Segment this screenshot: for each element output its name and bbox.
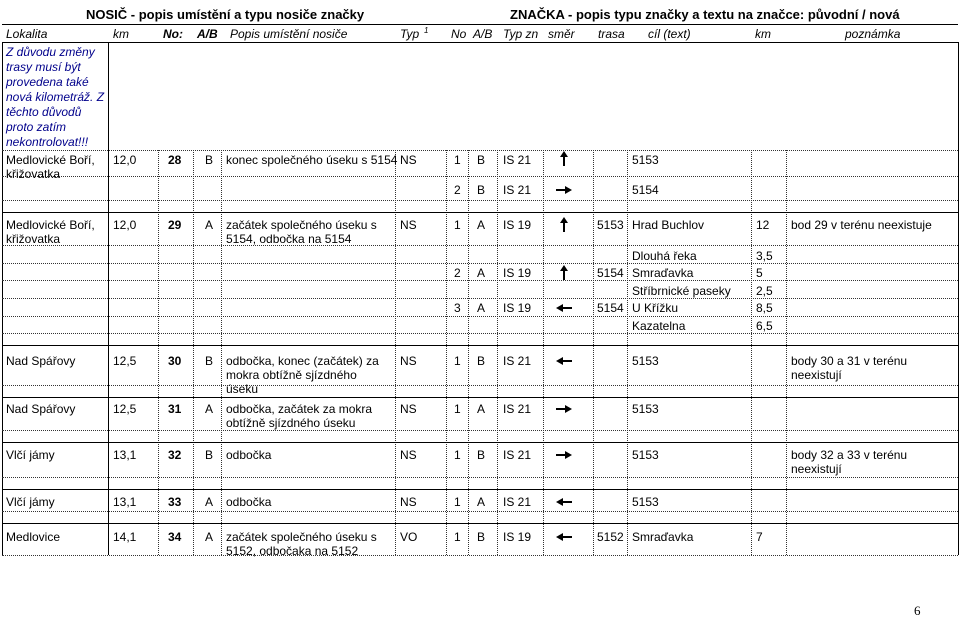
row28-typ: NS [400, 153, 417, 167]
row31-lokalita: Nad Spářovy [6, 402, 76, 416]
row33-sign1-trasa: 5153 [632, 495, 659, 509]
arrow-left-icon [555, 531, 573, 543]
row28-no: 28 [168, 153, 182, 167]
grid-line [193, 150, 194, 555]
row30-sign1-ab: B [477, 354, 486, 368]
grid-line [2, 280, 958, 281]
row34-sign1-trasa: 5152 [597, 530, 624, 544]
divider [2, 42, 958, 43]
row30-lokalita: Nad Spářovy [6, 354, 76, 368]
grid-line [468, 150, 469, 555]
row28-sign2-ab: B [477, 183, 486, 197]
row29-sign1-ab: A [477, 218, 486, 232]
col-header-km: km [113, 27, 129, 41]
row33-ab: A [205, 495, 214, 509]
row30-sign1-typ: IS 21 [503, 354, 532, 368]
grid-line [751, 150, 752, 555]
grid-line [593, 150, 594, 555]
row31-sign1-ab: A [477, 402, 486, 416]
row30-poznamka: body 30 a 31 v terénu neexistují [791, 354, 908, 382]
row29-sign3-typ: IS 19 [503, 301, 532, 315]
grid-line [2, 298, 958, 299]
row31-km: 12,5 [113, 402, 137, 416]
header-left-title: NOSIČ - popis umístění a typu nosiče značky [86, 7, 365, 22]
row33-sign1-typ: IS 21 [503, 495, 532, 509]
grid-line [627, 150, 628, 555]
row31-ab: A [205, 402, 214, 416]
arrow-left-icon [555, 496, 573, 508]
arrow-up-icon [558, 265, 570, 281]
row29-sign2-typ: IS 19 [503, 266, 532, 280]
row33-lokalita: Vlčí jámy [6, 495, 55, 509]
warning-note: Z důvodu změny trasy musí být provedena také nová kilometráž. Z těchto důvodů proto zatím nekontrolovat!!! [6, 45, 105, 149]
row32-no: 32 [168, 448, 182, 462]
row31-sign1-no: 1 [454, 402, 461, 416]
grid-line [395, 150, 396, 555]
row29-sign3-ab: A [477, 301, 486, 315]
row29-sign2-trasa: 5154 [597, 266, 624, 280]
col-header-lokalita: Lokalita [6, 27, 48, 41]
row29-no: 29 [168, 218, 182, 232]
row29-sign3-trasa: 5154 [597, 301, 624, 315]
arrow-right-icon [555, 184, 573, 196]
row29-lokalita: Medlovické Boří, křižovatka [6, 218, 95, 246]
grid-line [2, 385, 958, 386]
col-header-cil: cíl (text) [648, 27, 691, 41]
grid-line [2, 316, 958, 317]
row29-dest4-cil: Stříbrnické paseky [632, 284, 731, 298]
row28-sign1-ab: B [477, 153, 486, 167]
row30-km: 12,5 [113, 354, 137, 368]
divider [2, 345, 958, 346]
row34-no: 34 [168, 530, 182, 544]
row29-dest6-cil: Kazatelna [632, 319, 686, 333]
grid-line [221, 150, 222, 555]
row34-typ: VO [400, 530, 418, 544]
row33-sign1-no: 1 [454, 495, 461, 509]
col-header-trasa: trasa [598, 27, 625, 41]
col-header-sign-ab: A/B [473, 27, 493, 41]
row32-ab: B [205, 448, 214, 462]
row34-ab: A [205, 530, 214, 544]
row29-sign3-no: 3 [454, 301, 461, 315]
row28-km: 12,0 [113, 153, 137, 167]
col-header-no: No: [163, 27, 183, 41]
arrow-right-icon [555, 403, 573, 415]
row32-lokalita: Vlčí jámy [6, 448, 55, 462]
row28-sign2-trasa: 5154 [632, 183, 659, 197]
row30-ab: B [205, 354, 214, 368]
grid-line [2, 176, 958, 177]
row28-sign2-typ: IS 21 [503, 183, 532, 197]
grid-line [2, 511, 958, 512]
grid-line [497, 150, 498, 555]
row29-sign1-cil: Hrad Buchlov [632, 218, 705, 232]
divider [2, 442, 958, 443]
arrow-up-icon [558, 151, 570, 167]
row29-ab: A [205, 218, 214, 232]
row30-typ: NS [400, 354, 417, 368]
page-number: 6 [914, 603, 921, 618]
row32-km: 13,1 [113, 448, 137, 462]
row30-no: 30 [168, 354, 182, 368]
header-right-title: ZNAČKA - popis typu značky a textu na značce: původní / nová [510, 7, 900, 22]
row28-sign2-no: 2 [454, 183, 461, 197]
row29-sign2-ab: A [477, 266, 486, 280]
row32-typ: NS [400, 448, 417, 462]
grid-line [2, 150, 958, 151]
row33-km: 13,1 [113, 495, 137, 509]
row30-popis: odbočka, konec (začátek) za mokra obtížně sjízdného úseku [226, 354, 379, 396]
row28-sign1-typ: IS 21 [503, 153, 532, 167]
row29-sign2-cil: Smraďavka [632, 266, 694, 280]
row28-ab: B [205, 153, 214, 167]
row33-popis: odbočka [226, 495, 272, 509]
row31-sign1-typ: IS 21 [503, 402, 532, 416]
divider [2, 397, 958, 398]
divider [2, 24, 958, 25]
row28-popis: konec společného úseku s 5154 [226, 153, 398, 167]
row29-sign1-km: 12 [756, 218, 770, 232]
arrow-left-icon [555, 355, 573, 367]
divider [2, 523, 958, 524]
col-header-sign-km: km [755, 27, 771, 41]
row29-sign3-cil: U Křížku [632, 301, 679, 315]
row34-sign1-typ: IS 19 [503, 530, 532, 544]
grid-line [2, 263, 958, 264]
grid-line [2, 555, 958, 556]
row29-typ: NS [400, 218, 417, 232]
row34-sign1-cil: Smraďavka [632, 530, 694, 544]
arrow-left-icon [555, 302, 573, 314]
row31-typ: NS [400, 402, 417, 416]
row29-sign2-no: 2 [454, 266, 461, 280]
row32-sign1-no: 1 [454, 448, 461, 462]
row33-sign1-ab: A [477, 495, 486, 509]
arrow-right-icon [555, 449, 573, 461]
row29-sign3-km: 8,5 [756, 301, 773, 315]
col-header-smer: směr [548, 27, 575, 41]
row34-km: 14,1 [113, 530, 137, 544]
row33-typ: NS [400, 495, 417, 509]
grid-line [158, 150, 159, 555]
col-header-footnote: 1 [424, 26, 429, 35]
row34-sign1-km: 7 [756, 530, 763, 544]
row32-popis: odbočka [226, 448, 272, 462]
row32-poznamka: body 32 a 33 v terénu neexistují [791, 448, 908, 476]
row28-sign1-trasa: 5153 [632, 153, 659, 167]
divider [2, 212, 958, 213]
col-header-poznamka: poznámka [845, 27, 901, 41]
col-header-typ-zn: Typ zn [503, 27, 539, 41]
row29-sign1-typ: IS 19 [503, 218, 532, 232]
arrow-up-icon [558, 217, 570, 233]
divider [2, 489, 958, 490]
row30-sign1-no: 1 [454, 354, 461, 368]
row31-popis: odbočka, začátek za mokra obtížně sjízdného úseku [226, 402, 373, 430]
row31-sign1-trasa: 5153 [632, 402, 659, 416]
row29-sign1-no: 1 [454, 218, 461, 232]
grid-line [543, 150, 544, 555]
row31-no: 31 [168, 402, 182, 416]
row29-sign2-km: 5 [756, 266, 763, 280]
row29-sign1-trasa: 5153 [597, 218, 624, 232]
row28-lokalita: Medlovické Boří, křižovatka [6, 153, 95, 181]
row29-km: 12,0 [113, 218, 137, 232]
row32-sign1-typ: IS 21 [503, 448, 532, 462]
row29-dest2-km: 3,5 [756, 249, 773, 263]
row29-poznamka: bod 29 v terénu neexistuje [791, 218, 932, 232]
grid-line [446, 150, 447, 555]
row30-sign1-trasa: 5153 [632, 354, 659, 368]
row28-sign1-no: 1 [454, 153, 461, 167]
row32-sign1-trasa: 5153 [632, 448, 659, 462]
row34-popis: začátek společného úseku s 5152, odbočaka na 5152 [226, 530, 377, 558]
grid-line [958, 42, 959, 555]
row29-popis: začátek společného úseku s 5154, odbočka na 5154 [226, 218, 377, 246]
grid-line [2, 333, 958, 334]
row29-dest6-km: 6,5 [756, 319, 773, 333]
row33-no: 33 [168, 495, 182, 509]
row34-sign1-no: 1 [454, 530, 461, 544]
col-header-sign-no: No [451, 27, 467, 41]
row34-lokalita: Medlovice [6, 530, 61, 544]
grid-line [2, 477, 958, 478]
row29-dest4-km: 2,5 [756, 284, 773, 298]
grid-line [2, 245, 958, 246]
col-header-typ: Typ [400, 27, 420, 41]
row29-dest2-cil: Dlouhá řeka [632, 249, 697, 263]
row34-sign1-ab: B [477, 530, 486, 544]
grid-line [2, 430, 958, 431]
col-header-popis: Popis umístění nosiče [230, 27, 348, 41]
grid-line [786, 150, 787, 555]
col-header-ab: A/B [197, 27, 218, 41]
grid-line [2, 200, 958, 201]
row32-sign1-ab: B [477, 448, 486, 462]
